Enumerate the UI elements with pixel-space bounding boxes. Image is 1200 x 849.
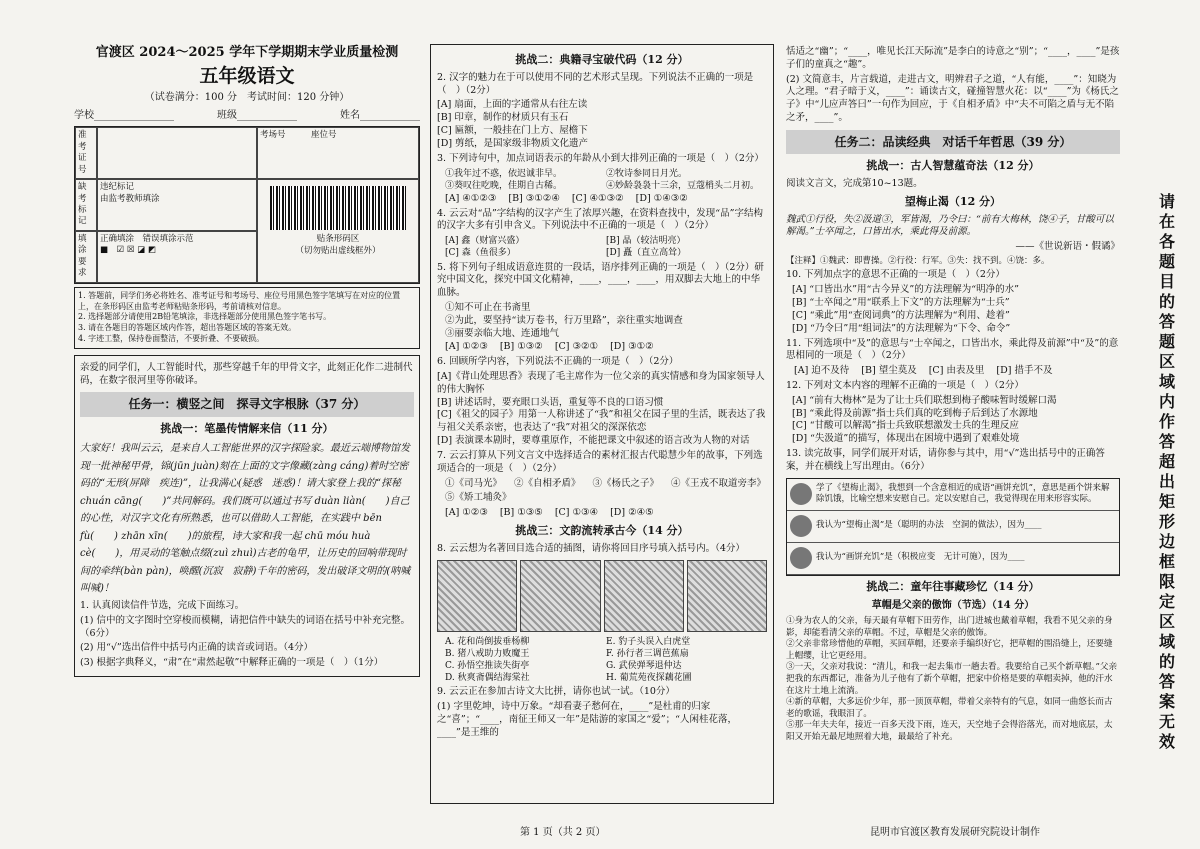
reading-note: 【注释】①魏武：即曹操。②行役：行军。③失：找不到。④饶：多。 bbox=[786, 256, 1050, 266]
q1-part1: (1) 信中的文字图时空穿梭而模糊，请把信件中缺失的词语在括号中补充完整。（6分） bbox=[80, 614, 410, 639]
name-field[interactable]: 姓名____________ bbox=[340, 109, 420, 121]
task2-banner: 任务二：品读经典 对话千年哲思（39 分） bbox=[786, 130, 1120, 154]
q9: 9. 云云正在参加古诗文大比拼，请你也试一试。（10分） bbox=[437, 686, 675, 698]
q5: 5. 将下列句子组成语意连贯的一段话，语序排列正确的一项是（ ）（2分）研究中国文化，探究中国文化精神，____，____，____，用双脚去大地上的中华血脉。 bbox=[437, 261, 764, 299]
q8: 8. 云云想为名著回目选合适的插图，请你将回目序号填入括号内。（4分） bbox=[437, 542, 745, 554]
q6-options[interactable]: [A]《背山处理思香》表现了毛主席作为一位父亲的真实情感和身为国家领导人的伟大胸怀 [B] 讲述话时，要充眼口头语，重复等不良的口语习惯 [C]《祖父的园子》用第一人称讲述了“我”和祖父在园子里的生活，既表达了我与祖父关系亲密，也表达了“我”对祖父的深深依恋 [D] 表演课本剧时，要尊重原作，不能把课文中叙述的语言改为人物的对话 bbox=[437, 371, 766, 447]
challenge2-title: 挑战二：典籍寻宝破代码（12 分） bbox=[515, 53, 689, 66]
notes-box: 1. 答题前，同学们务必将姓名、准考证号和考场号、座位号用黑色签字笔填写在对应的位置上，在条形码区由监考老师粘贴条形码，考前请核对信息。 2. 选择题部分请使用2B铅笔填涂，非选择题部分使用黑色签字笔书写。 3. 请在各题目的答题区域内作答，超出答题区域的答案无效。 4. 字迹工整，保持卷面整洁，不要折叠、不要破损。 bbox=[74, 287, 420, 349]
chat-row-2[interactable]: 我认为“望梅止渴”是（聪明的办法 空洞的做法），因为____ bbox=[787, 511, 1119, 543]
maker-credit: 昆明市官渡区教育发展研究院设计制作 bbox=[870, 826, 1040, 838]
illustration-3 bbox=[604, 560, 684, 632]
q9-body[interactable]: (1) 字里乾坤，诗中万象。“却看妻子愁何在，____”是杜甫的归家之“喜”；“____，南征王师又一年”是陆游的家国之“爱”；“人闲桂花落，____”是王维的 bbox=[437, 701, 737, 738]
q11-options[interactable]: [A] 迫不及待 [B] 望尘莫及 [C] 由表及里 [D] 措手不及 bbox=[794, 365, 1053, 377]
illustration-1 bbox=[437, 560, 517, 632]
q3-answers[interactable]: [A] ④①②③ [B] ③①②④ [C] ④①③② [D] ①④③② bbox=[445, 192, 688, 204]
challenge-childhood-title: 挑战二：童年往事藏珍忆（14 分） bbox=[866, 579, 1040, 593]
q12-options[interactable]: [A] “前有大梅林”是为了让士兵们联想到梅子酸味暂时缓解口渴 [B] “乘此得及前源”指士兵们真的吃到梅子后到达了水源地 [C] “甘酸可以解渴”指士兵致联想激发士兵的生理反应 [D] “失汲道”的描写，体现出在困境中遇到了艰难处境 bbox=[792, 394, 1057, 445]
article-title: 草帽是父亲的傲饰（节选）（14 分） bbox=[871, 599, 1035, 611]
q12: 12. 下列对文本内容的理解不正确的一项是（ ）（2分） bbox=[786, 379, 1024, 391]
reading-prompt: 阅读文言文，完成第10~13题。 bbox=[786, 177, 923, 189]
id-input[interactable] bbox=[97, 127, 257, 179]
q1-part3: (3) 根据字典释义，“肃”在“肃然起敬”中解释正确的一项是（ ）（1分） bbox=[80, 657, 384, 669]
task1-banner: 任务一：横竖之间 探寻文字根脉（37 分） bbox=[80, 392, 414, 416]
q3-items: ①我年过不惑，依迟诚非早。 ②牧诗参同日月光。 ③葵叹往吃晚，佳期自古稀。 ④妙龄袅袅十三余，豆蔻梢头二月初。 bbox=[445, 168, 760, 191]
reading-title: 望梅止渴（12 分） bbox=[904, 194, 1002, 208]
q5-items: ①知不可止在书斋里 ②为此，要坚持“读万卷书，行万里路”，亲往重实地调查 ③丽要亲临大地、连通地气 bbox=[445, 301, 683, 339]
admin-box bbox=[74, 126, 420, 284]
room-seat[interactable]: 考场号 座位号 bbox=[257, 127, 419, 179]
student-avatar bbox=[790, 483, 812, 505]
column-right bbox=[786, 44, 1120, 744]
q4-options[interactable]: [A] 鑫（财富兴盛） [B] 晶（较沽明亮） [C] 森（鱼很多） [D] 矗（直立高耸） bbox=[445, 236, 687, 259]
dialogue-box bbox=[786, 478, 1120, 576]
q2: 2. 汉字的魅力在于可以使用不同的艺术形式呈现。下列说法不正确的一项是（ ）（2分） bbox=[437, 71, 754, 96]
barcode-label: 贴条形码区 bbox=[316, 234, 360, 245]
reading-source: ——《世说新语・假谲》 bbox=[1015, 241, 1120, 253]
exam-info: （试卷满分：100 分 考试时间：120 分钟） bbox=[144, 92, 350, 104]
challenge3-title: 挑战三：文韵流转承古今（14 分） bbox=[515, 523, 689, 537]
article-body: ①身为农人的父亲，每天最有草帽下田劳作，出门进城也戴着草帽，我看不见父亲的身影，却能看清父亲的草帽。不过，草帽是父亲的傲饰。 ②父亲非常珍惜他的草帽，买回草帽，还要亲手编织好它，把草帽的围沿缝上，还要缝上帽缨，让它更经用。 ③一天，父亲对我说：“清儿，和我一起去集市一趟去看。我要给自己买个新草帽。”父亲把我的东西都记，准备为儿子他有了新个草帽，把家中价格是要的草帽卖掉，他的汗水在这片土地上流淌。 ④新的草帽，大多远价少年，那一顶顶草帽，带着父亲特有的气息，如同一曲悠长而古老的歌谣，我眼泪了。 ⑤那一年夫夫年，接近一百多天没下雨，连天，天空地子会得浴落光，而对地底层，太阳又开始无最尼地照着大地，最最给了补充。 bbox=[786, 616, 1118, 742]
chat-row-1: 学了《望梅止渴》，我想到一个含意相近的成语“画饼充饥”，意思是画个饼来解除饥饿，比喻空想来安慰自己。定以安慰自己，我觉得现在用来形容实际。 bbox=[787, 479, 1119, 511]
id-label: 准考证号 bbox=[75, 127, 97, 179]
page-number: 第 1 页（共 2 页） bbox=[520, 826, 606, 838]
q1-part2: (2) 用“√”选出信件中括号内正确的读音或词语。（4分） bbox=[80, 642, 314, 654]
school-field[interactable]: 学校________________ bbox=[74, 109, 174, 121]
q3: 3. 下列诗句中，加点词语表示的年龄从小到大排列正确的一项是（ ）（2分） bbox=[437, 152, 764, 164]
q4: 4. 云云对“品”字结构的汉字产生了浓厚兴趣，在资料查找中，发现“品”字结构的汉字大多有引申含义。下列说法中不正确的一项是（ ）（2分） bbox=[437, 207, 764, 232]
subject-title: 五年级语文 bbox=[199, 64, 295, 87]
q9-part2[interactable]: (2) 文简意丰，片言载道，走进古文，明辨君子之道，“人有能，____”：知晓为人之理。“君子暗于义，____”：诵读古文，碰撞智慧火花：以“____”为《杨氏之子》中“儿应声答曰”一句作为回应，于《自相矛盾》中“夫不可陷之盾与无不陷之矛，____”。 bbox=[786, 73, 1119, 124]
student-avatar bbox=[790, 547, 812, 569]
q2-options[interactable]: [A] 扇面，上面的字通常从右往左读 [B] 印章，制作的材质只有玉石 [C] 匾额，一般挂在门上方、屋檐下 [D] 剪纸，是国家级非物质文化遗产 bbox=[437, 99, 589, 149]
q7-answers[interactable]: [A] ①②③ [B] ①③⑤ [C] ①③④ [D] ②④⑤ bbox=[445, 507, 654, 519]
fill-rule-label: 填涂要求 bbox=[75, 231, 97, 283]
q11: 11. 下列选项中“及”的意思与“士卒闻之，口皆出水，乘此得及前源”中“及”的意思相同的一项是（ ）（2分） bbox=[786, 337, 1119, 362]
q6: 6. 回顾所学内容，下列说法不正确的一项是（ ）（2分） bbox=[437, 356, 679, 368]
barcode-image bbox=[270, 186, 406, 230]
intro-text: 亲爱的同学们，人工智能时代，那些穿越千年的甲骨文字，此刻正化作二进制代码，在数字很河里等你破译。 bbox=[80, 361, 413, 386]
q7-items: ①《司马光》 ②《自相矛盾》 ③《杨氏之子》 ④《王戎不取道旁李》 ⑤《矫工埔灸》 bbox=[445, 477, 767, 504]
task1-box bbox=[74, 355, 420, 677]
absent-label: 缺考标记 bbox=[75, 179, 97, 231]
illustration-row bbox=[437, 560, 767, 632]
class-field[interactable]: 班级____________ bbox=[217, 109, 297, 121]
q10: 10. 下列加点字的意思不正确的一项是（ ）（2分） bbox=[786, 269, 1005, 281]
barcode-area bbox=[257, 179, 419, 283]
q8-options: A. 花和尚倒拔垂杨柳 E. 豹子头误入白虎堂 B. 猪八戒助力败魔王 F. 孙行者三调芭蕉扇 C. 孙悟空推读失街亭 G. 武侯弹琴退仲达 D. 秋爽斋偶结海棠社 H. 葡荒苑夜探藕花圃 bbox=[445, 636, 692, 684]
illustration-4 bbox=[687, 560, 767, 632]
q1-title: 1. 认真阅读信件节选，完成下面练习。 bbox=[80, 599, 245, 611]
challenge1-title: 挑战一：笔墨传情解来信（11 分） bbox=[160, 421, 334, 435]
challenge-ancient-title: 挑战一：古人智慧蕴奇法（12 分） bbox=[866, 159, 1040, 173]
violation-mark[interactable]: 违纪标记 由监考教师填涂 bbox=[97, 179, 257, 231]
letter-text: 大家好！我叫云云，是来自人工智能世界的汉字探险家。最近云端博物馆发现一批神秘甲骨，锦(jūn juàn)刻在上面的文字像藏(zàng cáng)着时空密码的“无形(屏障 疾连)”，让我满心(疑惑 迷惑)！请大家登上我的“探秘 chuán cāng( )”共同解码。我们既可以通过书写 duàn liàn( )自己的心性，对汉字文化有所熟悉，也可以借助人工智能，在实践中 bēn fù( ) zhān xīn( )的旅程，诗大家和我一起 chū móu huà cè( )，用灵动的笔触点缀(zuì zhuì)古老的龟甲，让历史的回响带现时间的牵绊(bàn pàn)，唤醒(沉寂 寂静)千年的密码，发出破译文明的(呐喊 叫喊)！ bbox=[80, 443, 421, 595]
student-fields bbox=[74, 109, 420, 123]
student-avatar bbox=[790, 515, 812, 537]
q10-options[interactable]: [A] “口皆出水”用“古今异义”的方法理解为“明净的水” [B] “士卒闻之”用“联系上下文”的方法理解为“士兵” [C] “乘此”用“查阅词典”的方法理解为“利用、趁着” [D] “乃令曰”用“组词法”的方法理解为“下令、命令” bbox=[792, 284, 1019, 334]
exam-title: 官渡区 2024～2025 学年下学期期末学业质量检测 bbox=[95, 45, 399, 60]
reading-text: 魏武①行役，失②汲道③，军皆渴，乃令曰：“前有大梅林，饶④子，甘酸可以解渴。”士卒闻之，口皆出水，乘此得及前源。 bbox=[786, 213, 1114, 238]
answer-area-warning: 请在各题目的答题区域内作答超出矩形边框限定区域的答案无效 bbox=[1158, 192, 1175, 751]
q7: 7. 云云打算从下列文言文中选择适合的素材汇报古代聪慧少年的故事，下列选项适合的一项是（ ）（2分） bbox=[437, 449, 763, 474]
column-left bbox=[74, 44, 420, 677]
q9-continue[interactable]: 恬适之“幽”；“____，唯见长江天际流”是李白的诗意之“别”；“____，____”是孩子们的童真之“趣”。 bbox=[786, 46, 1120, 70]
barcode-note: （切勿贴出虚线框外） bbox=[295, 245, 381, 256]
column-middle bbox=[430, 44, 774, 804]
fill-examples: 正确填涂 错误填涂示范 ■ ☑ ☒ ◪ ◩ bbox=[97, 231, 257, 283]
chat-row-3[interactable]: 我认为“画饼充饥”是（积极应变 无计可施），因为____ bbox=[787, 543, 1119, 575]
q13: 13. 读完故事，同学们展开对话，请你参与其中，用“√”选出括号中的正确答案，并在横线上写出理由。（6分） bbox=[786, 448, 1105, 472]
q5-answers[interactable]: [A] ①②③ [B] ①③② [C] ③②① [D] ③①② bbox=[445, 341, 654, 353]
illustration-2 bbox=[520, 560, 600, 632]
